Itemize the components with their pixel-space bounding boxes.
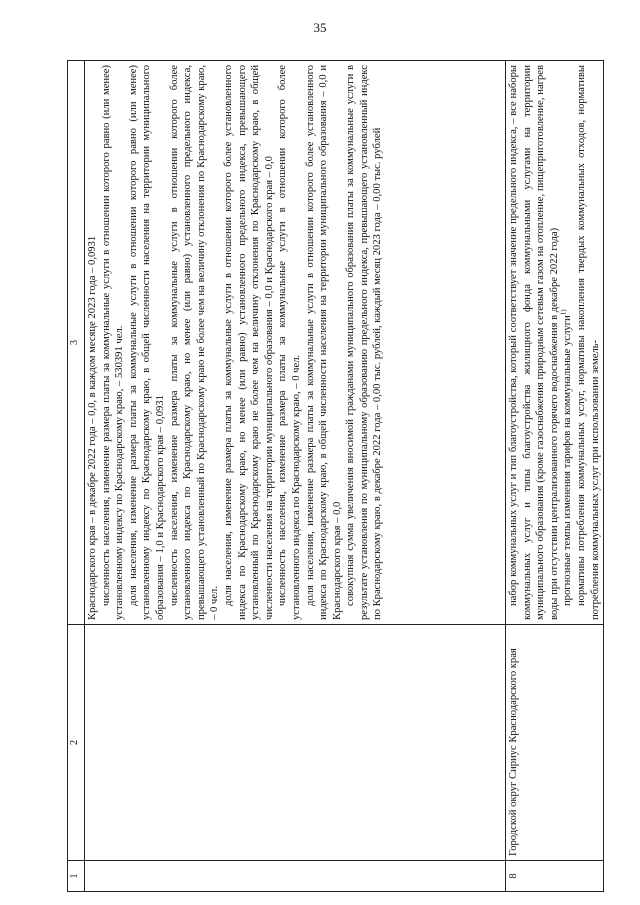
content-cell [85, 61, 506, 625]
municipality-cell [85, 625, 506, 861]
row-number-cell: 8 [506, 861, 604, 892]
header-col-3: 3 [68, 61, 85, 625]
header-col-1: 1 [68, 861, 85, 892]
content-paragraph: численность населения, изменение размера платы за коммунальные услуги в отношении которого более установленного индекса по Краснодарскому краю, но менее (или равно) установленного предельного индекса, превышающего установленный по Краснодарскому краю не более чем на величину отклонения по Краснодарскому краю, – 0 чел. [168, 65, 221, 620]
content-text: прогнозные темпы изменения тарифов на коммунальные услуги [562, 315, 574, 606]
content-paragraph: доля населения, изменение размера платы за коммунальные услуги в отношении которого более установленного индекса по Краснодарскому краю, но менее (или равно) установленного предельного индекса, превышающего установленный по Краснодарскому краю не более чем на величину отклонения по Краснодарскому краю, в общей численности населения на территории муниципального образования – 0,0 и Краснодарского края – 0,0 [222, 65, 275, 620]
table-header-row [68, 61, 85, 892]
content-paragraph: нормативы потребления коммунальных услуг, нормативы накопления твердых коммунальных отходов, нормативы потребления коммунальных услуг при использовании земель- [575, 65, 601, 620]
rotated-table-container [67, 60, 601, 892]
row-number-cell [85, 861, 506, 892]
content-paragraph: доля населения, изменение размера платы за коммунальные услуги в отношении которого равно (или менее) установленному индексу по Краснодарскому краю, в общей численности населения на территории муниципального образования – 1,0 и Краснодарского края – 0,0931 [127, 65, 166, 620]
header-col-2: 2 [68, 625, 85, 861]
content-paragraph [561, 65, 575, 620]
content-cell [506, 61, 604, 625]
content-paragraph: Краснодарского края – в декабре 2022 года – 0,0, в каждом месяце 2023 года – 0,0931 [87, 235, 98, 620]
content-paragraph: совокупная сумма увеличения вносимой гражданами муниципального образования платы за коммунальные услуги в результате установления по муниципальному образованию предельного индекса, превышающего установленный индекс по Краснодарскому краю, в декабре 2022 года – 0,00 тыс. рублей, каждый месяц 2023 года – 0,00 тыс. рублей [345, 65, 384, 620]
content-paragraph: набор коммунальных услуг и тип благоустройства, который соответствует значение предельного индекса, – все наборы коммунальных услуг и типы благоустройства жилищного фонда коммунальными услугами на территории муниципального образования (кроме газоснабжения природным сетевым газом на отопление, пищеприготовление, нагрев воды при отсутствии централизованного горячего водоснабжения в декабре 2022 года) [508, 65, 560, 620]
content-paragraph: численность населения, изменение размера платы за коммунальные услуги в отношении которого более установленного индекса по Краснодарскому краю, – 0 чел. [277, 65, 302, 620]
municipality-cell: Городской округ Сириус Краснодарского края [506, 625, 604, 861]
footnote-marker: 1) [559, 309, 568, 316]
table-row [85, 61, 506, 892]
content-paragraph: численность населения, изменение размера платы за коммунальные услуги в отношении которого равно (или менее) установленному индексу по Краснодарскому краю, – 530391 чел. [100, 65, 126, 620]
table-row [506, 61, 604, 892]
content-paragraph: доля населения, изменение размера платы за коммунальные услуги в отношении которого более установленного индекса по Краснодарскому краю, в общей численности населения на территории муниципального образования – 0,0 и Краснодарского края – 0,0 [304, 65, 343, 620]
page-number: 35 [313, 20, 327, 35]
indices-table [67, 60, 604, 892]
